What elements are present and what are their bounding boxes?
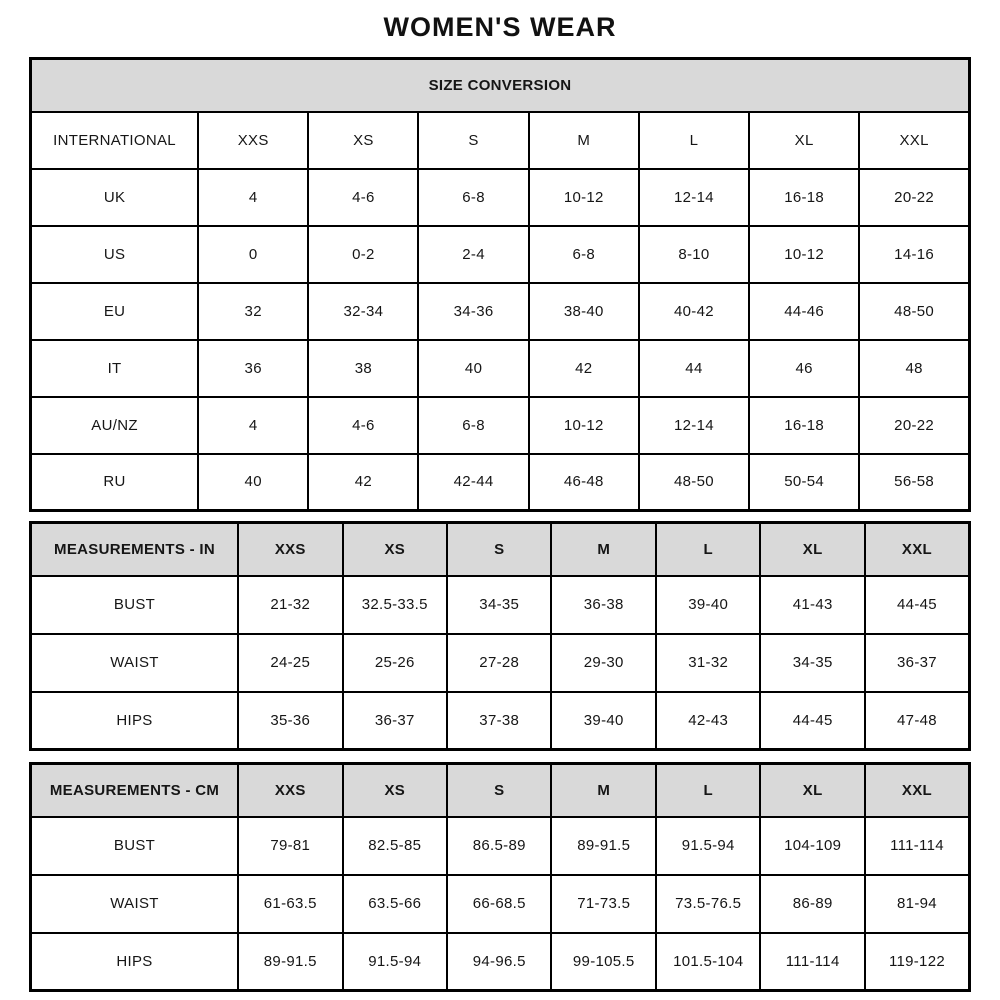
value-cell: 46 [749, 340, 859, 397]
column-header-size-cell: XL [760, 523, 864, 576]
value-cell: 91.5-94 [656, 817, 760, 875]
value-cell: 79-81 [238, 817, 342, 875]
column-header-size-cell: L [656, 764, 760, 817]
value-cell: 73.5-76.5 [656, 875, 760, 933]
value-cell: 10-12 [529, 397, 639, 454]
value-cell: 10-12 [749, 226, 859, 283]
table-row [31, 634, 970, 692]
value-cell: 63.5-66 [343, 875, 447, 933]
value-cell: 66-68.5 [447, 875, 551, 933]
value-cell: 82.5-85 [343, 817, 447, 875]
value-cell: 86.5-89 [447, 817, 551, 875]
page-title: WOMEN'S WEAR [383, 12, 617, 42]
table-title-cell: MEASUREMENTS - IN [31, 523, 239, 576]
value-cell: 41-43 [760, 576, 864, 634]
value-cell: 20-22 [859, 169, 969, 226]
value-cell: 31-32 [656, 634, 760, 692]
column-header-size-cell: XXL [865, 764, 970, 817]
value-cell: 27-28 [447, 634, 551, 692]
column-header-size-cell: XS [343, 523, 447, 576]
value-cell: 37-38 [447, 692, 551, 750]
table-title-cell: SIZE CONVERSION [31, 59, 970, 112]
column-header-size-cell: XXL [859, 112, 969, 169]
value-cell: 32 [198, 283, 308, 340]
value-cell: 29-30 [551, 634, 655, 692]
table-row [31, 875, 970, 933]
column-header-size-cell: XL [760, 764, 864, 817]
column-header-size-cell: M [529, 112, 639, 169]
table-row [31, 576, 970, 634]
value-cell: 0 [198, 226, 308, 283]
value-cell: 39-40 [551, 692, 655, 750]
table-row [31, 340, 970, 397]
value-cell: 12-14 [639, 397, 749, 454]
table-title-cell: MEASUREMENTS - CM [31, 764, 239, 817]
row-label-cell: IT [31, 340, 199, 397]
value-cell: 91.5-94 [343, 933, 447, 991]
row-label-cell: RU [31, 454, 199, 511]
row-label-cell: HIPS [31, 933, 239, 991]
size-conversion-table [29, 57, 971, 512]
value-cell: 48-50 [639, 454, 749, 511]
value-cell: 6-8 [418, 169, 528, 226]
value-cell: 89-91.5 [551, 817, 655, 875]
table-row [31, 454, 970, 511]
value-cell: 44-46 [749, 283, 859, 340]
value-cell: 20-22 [859, 397, 969, 454]
row-label-cell: HIPS [31, 692, 239, 750]
value-cell: 38 [308, 340, 418, 397]
value-cell: 104-109 [760, 817, 864, 875]
value-cell: 42-43 [656, 692, 760, 750]
row-label-cell: WAIST [31, 875, 239, 933]
measurements-in-table [29, 521, 971, 751]
value-cell: 34-35 [447, 576, 551, 634]
value-cell: 0-2 [308, 226, 418, 283]
column-header-size-cell: M [551, 764, 655, 817]
value-cell: 34-35 [760, 634, 864, 692]
value-cell: 81-94 [865, 875, 970, 933]
table-row [31, 283, 970, 340]
value-cell: 61-63.5 [238, 875, 342, 933]
value-cell: 14-16 [859, 226, 969, 283]
column-header-size-cell: XS [343, 764, 447, 817]
column-header-size-cell: S [447, 523, 551, 576]
value-cell: 12-14 [639, 169, 749, 226]
column-header-size-cell: S [447, 764, 551, 817]
value-cell: 32-34 [308, 283, 418, 340]
row-label-cell: UK [31, 169, 199, 226]
value-cell: 42-44 [418, 454, 528, 511]
value-cell: 2-4 [418, 226, 528, 283]
value-cell: 50-54 [749, 454, 859, 511]
value-cell: 36 [198, 340, 308, 397]
column-header-size-cell: XXS [238, 764, 342, 817]
value-cell: 40 [198, 454, 308, 511]
table-row [31, 933, 970, 991]
value-cell: 6-8 [418, 397, 528, 454]
row-label-cell: BUST [31, 576, 239, 634]
value-cell: 47-48 [865, 692, 970, 750]
value-cell: 71-73.5 [551, 875, 655, 933]
row-label-cell: US [31, 226, 199, 283]
column-header-size-cell: XXS [238, 523, 342, 576]
column-header-size-cell: XXS [198, 112, 308, 169]
value-cell: 56-58 [859, 454, 969, 511]
value-cell: 32.5-33.5 [343, 576, 447, 634]
column-header-size-cell: L [656, 523, 760, 576]
value-cell: 89-91.5 [238, 933, 342, 991]
value-cell: 111-114 [760, 933, 864, 991]
value-cell: 39-40 [656, 576, 760, 634]
measurements-cm-table [29, 762, 971, 992]
value-cell: 36-37 [865, 634, 970, 692]
value-cell: 4-6 [308, 397, 418, 454]
table-row [31, 692, 970, 750]
column-header-size-cell: XL [749, 112, 859, 169]
value-cell: 44 [639, 340, 749, 397]
value-cell: 48 [859, 340, 969, 397]
value-cell: 4-6 [308, 169, 418, 226]
value-cell: 4 [198, 169, 308, 226]
column-header-size-cell: L [639, 112, 749, 169]
value-cell: 42 [308, 454, 418, 511]
table-row [31, 226, 970, 283]
row-label-cell: AU/NZ [31, 397, 199, 454]
value-cell: 36-37 [343, 692, 447, 750]
table-row [31, 397, 970, 454]
row-label-cell: WAIST [31, 634, 239, 692]
value-cell: 4 [198, 397, 308, 454]
table-row [31, 817, 970, 875]
value-cell: 34-36 [418, 283, 528, 340]
column-header-size-cell: XS [308, 112, 418, 169]
value-cell: 86-89 [760, 875, 864, 933]
value-cell: 8-10 [639, 226, 749, 283]
column-header-size-cell: S [418, 112, 528, 169]
column-header-label-cell: INTERNATIONAL [31, 112, 199, 169]
value-cell: 6-8 [529, 226, 639, 283]
value-cell: 16-18 [749, 397, 859, 454]
value-cell: 111-114 [865, 817, 970, 875]
value-cell: 21-32 [238, 576, 342, 634]
table-row [31, 169, 970, 226]
value-cell: 42 [529, 340, 639, 397]
value-cell: 44-45 [865, 576, 970, 634]
column-header-size-cell: XXL [865, 523, 970, 576]
value-cell: 25-26 [343, 634, 447, 692]
value-cell: 24-25 [238, 634, 342, 692]
value-cell: 46-48 [529, 454, 639, 511]
value-cell: 40-42 [639, 283, 749, 340]
row-label-cell: EU [31, 283, 199, 340]
column-header-size-cell: M [551, 523, 655, 576]
value-cell: 101.5-104 [656, 933, 760, 991]
value-cell: 40 [418, 340, 528, 397]
value-cell: 35-36 [238, 692, 342, 750]
value-cell: 119-122 [865, 933, 970, 991]
value-cell: 16-18 [749, 169, 859, 226]
value-cell: 10-12 [529, 169, 639, 226]
value-cell: 36-38 [551, 576, 655, 634]
value-cell: 44-45 [760, 692, 864, 750]
value-cell: 94-96.5 [447, 933, 551, 991]
value-cell: 99-105.5 [551, 933, 655, 991]
value-cell: 38-40 [529, 283, 639, 340]
row-label-cell: BUST [31, 817, 239, 875]
value-cell: 48-50 [859, 283, 969, 340]
